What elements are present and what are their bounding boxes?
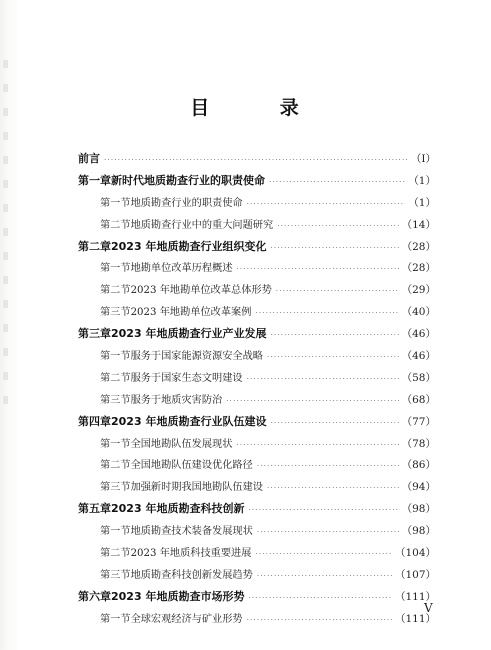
toc-section-entry	[78, 347, 436, 369]
entry-page-number: （14）	[401, 218, 436, 231]
entry-page-number: （46）	[401, 350, 436, 363]
entry-number: 第五章	[78, 502, 111, 516]
toc-section-entry	[78, 194, 436, 216]
toc-title: 目 录	[190, 97, 331, 119]
entry-page-number: （28）	[401, 262, 436, 275]
dot-leader	[255, 550, 392, 558]
dot-leader	[247, 375, 399, 383]
entry-number: 第四章	[78, 414, 111, 428]
entry-number: 第一节	[100, 526, 131, 538]
toc-chapter-entry	[78, 588, 436, 610]
entry-page-number: （98）	[401, 525, 436, 538]
entry-page-number: （86）	[401, 459, 436, 472]
dot-leader	[276, 287, 399, 295]
dot-leader	[277, 222, 398, 230]
entry-number: 第二节	[100, 372, 131, 384]
entry-page-number: （77）	[401, 415, 436, 428]
toc-section-entry	[78, 281, 436, 303]
entry-title: 2023 年地质勘查行业组织变化	[111, 239, 267, 253]
entry-title: 2023 年地质勘查市场形势	[111, 589, 245, 603]
entry-page-number: （107）	[394, 568, 436, 581]
dot-leader	[257, 462, 399, 470]
entry-number: 第二节	[100, 285, 131, 297]
entry-title: 全国地勘队伍发展现状	[130, 438, 233, 450]
entry-number: 第三节	[100, 482, 131, 494]
toc-section-entry	[78, 610, 436, 632]
entry-page-number: （Ⅰ）	[410, 153, 436, 165]
entry-page-number: （46）	[401, 328, 436, 341]
entry-page-number: （98）	[401, 503, 436, 516]
toc-section-entry	[78, 566, 436, 588]
entry-title: 服务于国家能源资源安全战略	[130, 351, 263, 363]
toc-chapter-entry	[78, 238, 436, 260]
entry-number: 第二节	[100, 548, 131, 560]
entry-title: 全球宏观经济与矿业形势	[130, 613, 243, 625]
entry-number: 第六章	[78, 589, 111, 603]
entry-page-number: （1）	[408, 196, 436, 209]
entry-number: 第三章	[78, 327, 111, 341]
page-number: Ⅴ	[424, 601, 433, 615]
entry-title: 前言	[78, 152, 100, 165]
entry-page-number: （104）	[394, 547, 436, 560]
entry-number: 第三节	[100, 307, 131, 319]
entry-page-number: （1）	[408, 174, 436, 187]
toc-chapter-entry	[78, 500, 436, 522]
table-of-contents	[78, 150, 436, 632]
toc-chapter-entry	[78, 150, 436, 172]
entry-number: 第一节	[100, 438, 131, 450]
dot-leader	[270, 331, 398, 339]
entry-page-number: （58）	[401, 371, 436, 384]
dot-leader	[270, 419, 398, 427]
entry-title: 2023 年地勘单位改革案例	[130, 307, 252, 319]
entry-number: 第三节	[100, 394, 131, 406]
entry-page-number: （29）	[401, 284, 436, 297]
dot-leader	[270, 244, 398, 252]
entry-number: 第一章	[78, 173, 111, 187]
dot-leader	[257, 528, 399, 536]
entry-title: 新时代地质勘查行业的职责使命	[111, 173, 265, 187]
entry-title: 地质勘查行业的职责使命	[130, 197, 243, 209]
entry-number: 第一节	[100, 263, 131, 275]
toc-section-entry	[78, 369, 436, 391]
entry-page-number: （78）	[401, 437, 436, 450]
entry-number: 第三节	[100, 569, 131, 581]
entry-page-number: （111）	[394, 612, 436, 625]
toc-chapter-entry	[78, 172, 436, 194]
dot-leader	[255, 309, 398, 317]
entry-title: 2023 年地勘单位改革总体形势	[130, 285, 272, 297]
toc-section-entry	[78, 303, 436, 325]
toc-section-entry	[78, 522, 436, 544]
entry-number: 第一节	[100, 197, 131, 209]
toc-section-entry	[78, 391, 436, 413]
toc-section-entry	[78, 544, 436, 566]
entry-title: 2023 年地质勘查科技创新	[111, 502, 245, 516]
entry-page-number: （68）	[401, 393, 436, 406]
dot-leader	[248, 506, 398, 514]
toc-section-entry	[78, 456, 436, 478]
toc-section-entry	[78, 478, 436, 500]
dot-leader	[267, 484, 399, 492]
dot-leader	[247, 200, 406, 208]
entry-number: 第二章	[78, 239, 111, 253]
entry-title: 全国地勘队伍建设优化路径	[130, 460, 253, 472]
entry-title: 服务于国家生态文明建设	[130, 372, 243, 384]
entry-page-number: （111）	[394, 590, 436, 603]
entry-title: 2023 年地质勘查行业产业发展	[111, 327, 267, 341]
entry-title: 地质勘查技术装备发展现状	[130, 526, 253, 538]
dot-leader	[104, 156, 408, 164]
entry-title: 2023 年地质勘查行业队伍建设	[111, 414, 267, 428]
dot-leader	[247, 616, 392, 624]
entry-title: 加强新时期我国地勘队伍建设	[130, 482, 263, 494]
toc-section-entry	[78, 259, 436, 281]
dot-leader	[248, 594, 392, 602]
entry-title: 地勘单位改革历程概述	[130, 263, 233, 275]
entry-number: 第二节	[100, 219, 131, 231]
toc-section-entry	[78, 216, 436, 238]
dot-leader	[226, 397, 398, 405]
entry-number: 第一节	[100, 351, 131, 363]
dot-leader	[236, 265, 398, 273]
dot-leader	[267, 353, 399, 361]
dot-leader	[257, 572, 392, 580]
dot-leader	[269, 178, 405, 186]
dot-leader	[236, 441, 398, 449]
entry-number: 第二节	[100, 460, 131, 472]
toc-chapter-entry	[78, 325, 436, 347]
toc-chapter-entry	[78, 413, 436, 435]
entry-title: 地质勘查科技创新发展趋势	[130, 569, 253, 581]
entry-page-number: （94）	[401, 481, 436, 494]
toc-section-entry	[78, 435, 436, 457]
entry-page-number: （28）	[401, 240, 436, 253]
entry-page-number: （40）	[401, 306, 436, 319]
entry-title: 地质勘查行业中的重大问题研究	[130, 219, 274, 231]
entry-title: 服务于地质灾害防治	[130, 394, 223, 406]
entry-title: 2023 年地质科技重要进展	[130, 548, 252, 560]
entry-number: 第一节	[100, 613, 131, 625]
